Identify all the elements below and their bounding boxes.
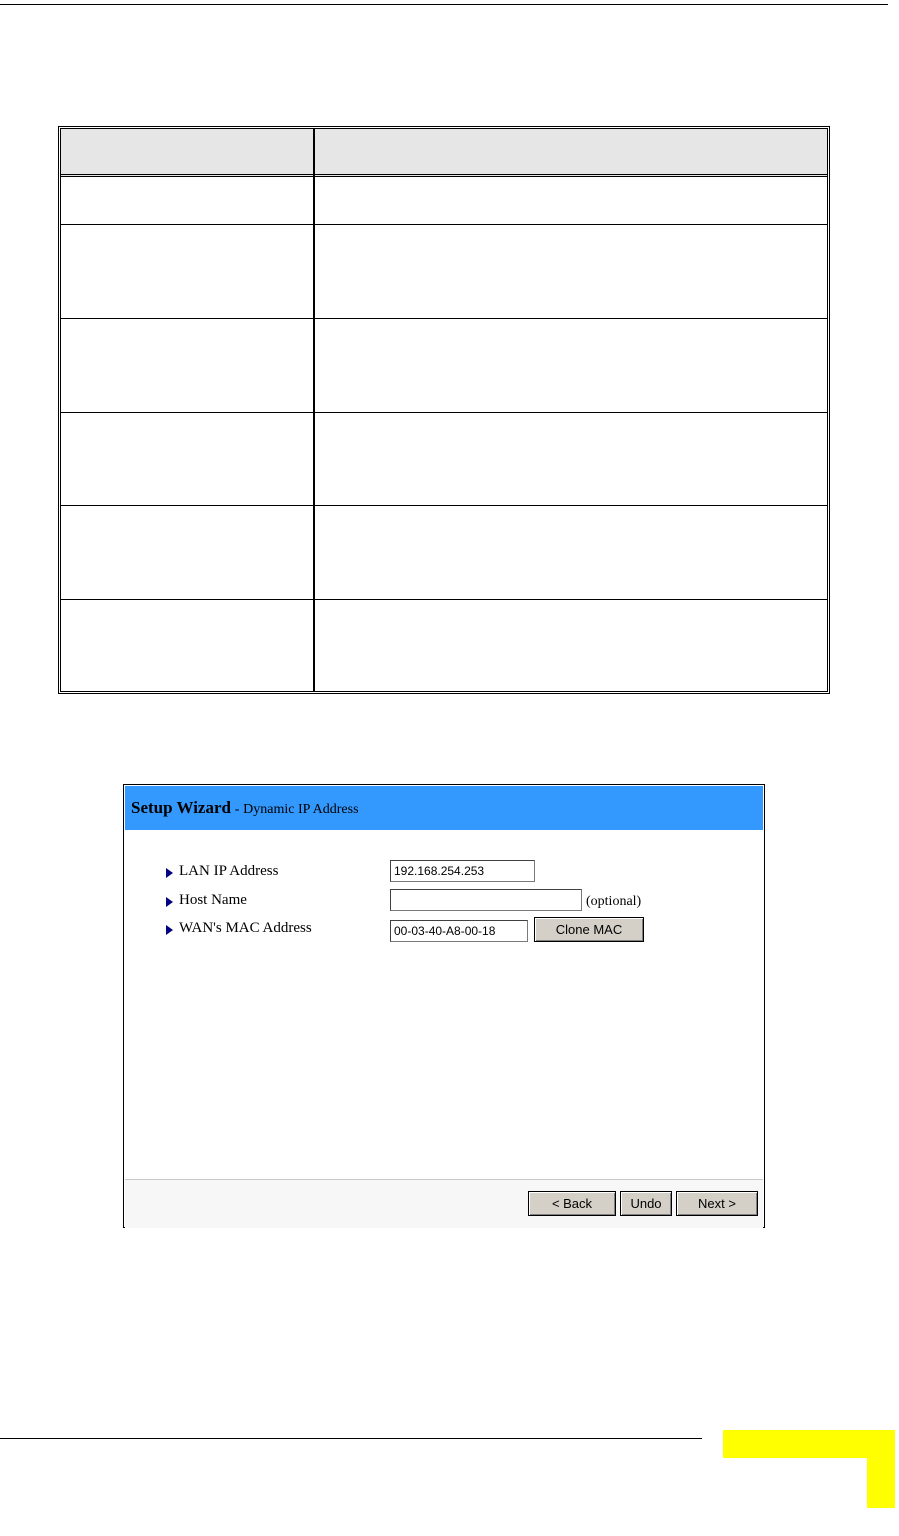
table-row	[61, 225, 827, 319]
document-table	[58, 126, 830, 694]
arrow-right-icon	[166, 897, 173, 907]
lan-ip-input[interactable]: 192.168.254.253	[390, 860, 535, 882]
table-row	[61, 319, 827, 413]
wizard-title-bar	[125, 786, 763, 830]
arrow-right-icon	[166, 868, 173, 878]
undo-button[interactable]: Undo	[620, 1191, 672, 1216]
top-rule	[0, 4, 888, 5]
table-row	[61, 177, 827, 225]
wizard-footer	[125, 1179, 763, 1228]
lan-ip-label: LAN IP Address	[179, 863, 279, 879]
table-row	[61, 506, 827, 600]
host-name-optional-note: (optional)	[586, 894, 642, 909]
back-button[interactable]: < Back	[528, 1191, 616, 1216]
table-row	[61, 600, 827, 691]
wan-mac-input[interactable]: 00-03-40-A8-00-18	[390, 920, 528, 942]
setup-wizard-panel	[123, 784, 765, 1228]
wizard-title-separator: -	[234, 802, 240, 817]
wizard-title: Setup Wizard	[131, 798, 231, 817]
page-corner-mark	[705, 1425, 895, 1510]
table-column-divider	[313, 129, 315, 691]
wan-mac-label: WAN's MAC Address	[179, 920, 312, 936]
wizard-subtitle: Dynamic IP Address	[243, 802, 359, 817]
table-header-row	[61, 129, 827, 177]
host-name-input[interactable]	[390, 889, 582, 911]
corner-mark-vertical	[867, 1430, 895, 1508]
table-row	[61, 413, 827, 506]
next-button[interactable]: Next >	[676, 1191, 758, 1216]
clone-mac-button[interactable]: Clone MAC	[534, 917, 644, 942]
bottom-rule	[0, 1438, 702, 1439]
host-name-label: Host Name	[179, 892, 247, 908]
arrow-right-icon	[166, 925, 173, 935]
